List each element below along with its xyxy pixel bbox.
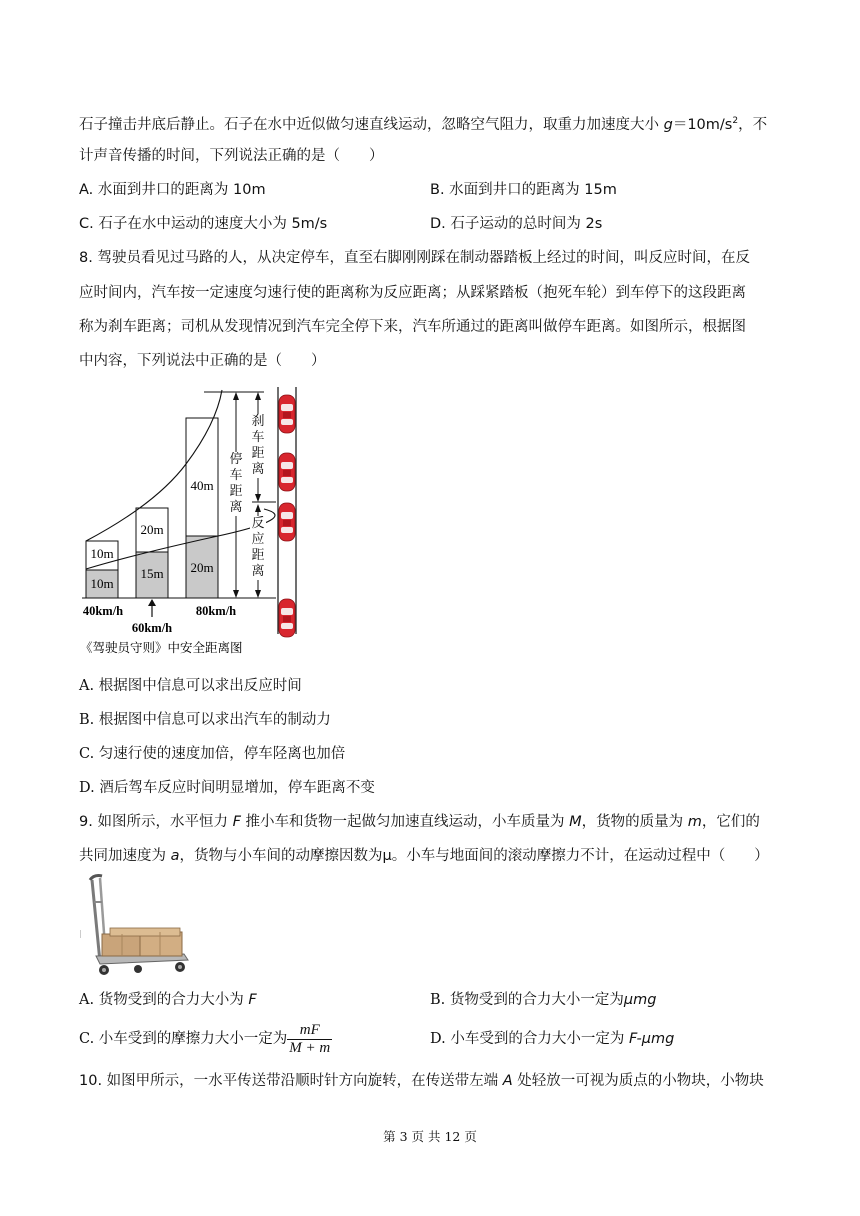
q8-option-b: B. 根据图中信息可以求出汽车的制动力 bbox=[79, 712, 331, 728]
q8-option-d: D. 酒后驾车反应时间明显增加，停车距离不变 bbox=[79, 780, 375, 796]
label-react: 反应距离 bbox=[251, 516, 265, 579]
arrow-up-icon bbox=[148, 599, 156, 606]
q7-option-a: A. 水面到井口的距离为 10m bbox=[79, 182, 266, 198]
bar-40-braking-label: 10m bbox=[90, 546, 114, 561]
bar-40-reaction-label: 10m bbox=[90, 576, 114, 591]
bar-80-braking bbox=[186, 418, 218, 536]
label-brake: 刹车距离 bbox=[251, 414, 265, 477]
q9-option-d: D. 小车受到的合力大小一定为 F-μmg bbox=[430, 1031, 675, 1047]
red-car-icon bbox=[279, 395, 295, 433]
q7-option-b: B. 水面到井口的距离为 15m bbox=[430, 182, 617, 198]
red-car-icon bbox=[279, 453, 295, 491]
q9-option-c: C. 小车受到的摩擦力大小一定为 $\frac{mF}{M + m}$ bbox=[79, 1021, 331, 1056]
stopping-distance-figure bbox=[76, 384, 316, 659]
speed-60-label: 60km/h bbox=[131, 621, 173, 635]
speed-40-label: 40km/h bbox=[82, 604, 124, 618]
q7-line-2: 计声音传播的时间，下列说法正确的是（ ） bbox=[79, 148, 384, 164]
q7-option-c: C. 石子在水中运动的速度大小为 5m/s bbox=[79, 216, 328, 232]
figure-caption: 《驾驶员守则》中安全距离图 bbox=[80, 640, 243, 655]
label-stop: 停车距离 bbox=[229, 452, 243, 515]
q9-option-b: B. 货物受到的合力大小一定为μmg bbox=[430, 992, 657, 1008]
red-car-icon bbox=[279, 503, 295, 541]
label-brake-fo bbox=[250, 414, 266, 494]
bar-80-reaction-label: 20m bbox=[190, 560, 214, 575]
q10-line-1: 10. 如图甲所示，一水平传送带沿顺时针方向旋转，在传送带左端 A 处轻放一可视为质点的小物块，小物块 bbox=[79, 1073, 764, 1089]
q9-line-1: 9. 如图所示，水平恒力 F 推小车和货物一起做匀加速直线运动，小车质量为 M，货物的质量为 m，它们的 bbox=[79, 814, 760, 830]
bar-80-braking-label: 40m bbox=[190, 478, 214, 493]
page-footer: 第 3 页 共 12 页 bbox=[383, 1129, 477, 1144]
q9-option-a: A. 货物受到的合力大小为 F bbox=[79, 992, 257, 1008]
red-car-icon bbox=[279, 599, 295, 637]
hand-truck-image bbox=[80, 872, 192, 980]
q8-line-2: 应时间内，汽车按一定速度匀速行使的距离称为反应距离；从踩紧踏板（抱死车轮）到车停下的这段距离 bbox=[79, 285, 746, 301]
q8-line-1: 8. 驾驶员看见过马路的人，从决定停车，直至右脚刚刚踩在制动器踏板上经过的时间，叫反应时间，在反 bbox=[79, 250, 750, 266]
fraction-mf-over-m-plus-m: $\frac{mF}{M + m}$ bbox=[289, 1021, 331, 1056]
q8-line-4: 中内容，下列说法中正确的是（ ） bbox=[79, 353, 326, 369]
bar-60-reaction-label: 15m bbox=[140, 566, 164, 581]
q9-line-2: 共同加速度为 a，货物与小车间的动摩擦因数为μ。小车与地面间的滚动摩擦力不计，在运动过程中（ ） bbox=[79, 848, 769, 864]
speed-80-label: 80km/h bbox=[195, 604, 237, 618]
q8-option-a: A. 根据图中信息可以求出反应时间 bbox=[79, 678, 302, 694]
bar-60-braking-label: 20m bbox=[140, 522, 164, 537]
q7-line-1: 石子撞击井底后静止。石子在水中近似做匀速直线运动，忽略空气阻力，取重力加速度大小 $g=10m/s^2$，不 bbox=[79, 116, 768, 133]
q8-option-c: C. 匀速行使的速度加倍，停车陉离也加倍 bbox=[79, 746, 346, 762]
q7-option-d: D. 石子运动的总时间为 2s bbox=[430, 216, 603, 232]
q8-line-3: 称为刹车距离；司机从发现情况到汽车完全停下来，汽车所通过的距离叫做停车距离。如图所示，根据图 bbox=[79, 319, 746, 335]
